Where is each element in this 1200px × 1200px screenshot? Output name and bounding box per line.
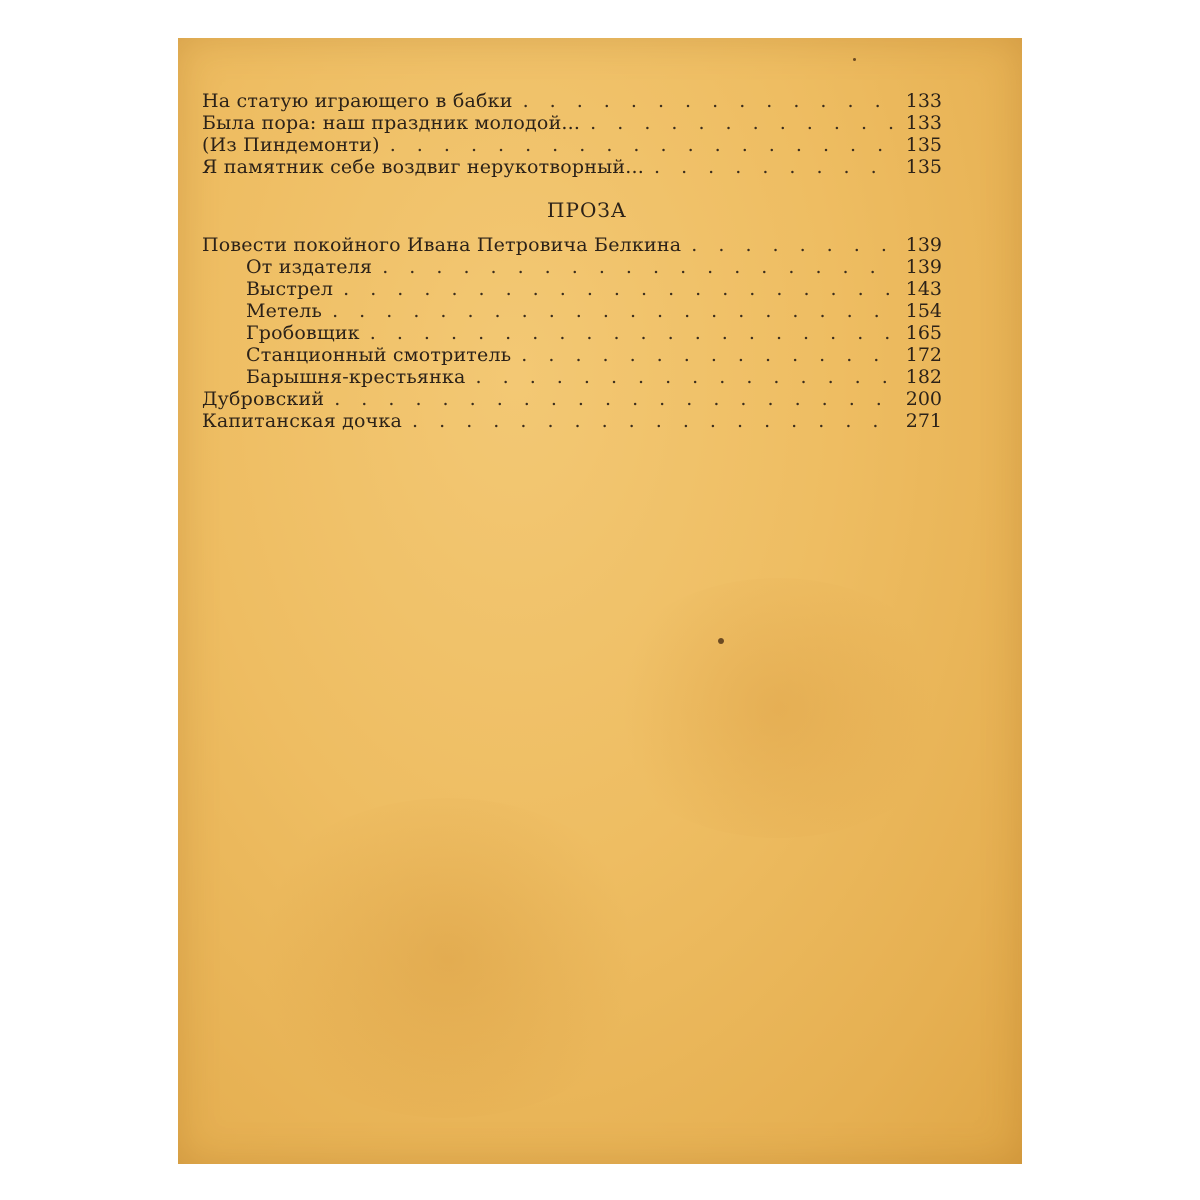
paper-stain bbox=[853, 58, 856, 61]
toc-entry[interactable] bbox=[202, 366, 942, 388]
dot-leader bbox=[390, 134, 896, 156]
entry-title: (Из Пиндемонти) bbox=[202, 134, 380, 156]
dot-leader bbox=[654, 156, 896, 178]
entry-page-number: 165 bbox=[905, 322, 942, 344]
entry-title: Станционный смотритель bbox=[246, 344, 512, 366]
entry-page-number: 154 bbox=[905, 300, 942, 322]
dot-leader bbox=[370, 322, 896, 344]
entry-title: Повести покойного Ивана Петровича Белкина bbox=[202, 234, 682, 256]
dot-leader bbox=[523, 90, 896, 112]
entry-page-number: 139 bbox=[905, 256, 942, 278]
toc-entry[interactable] bbox=[202, 156, 942, 178]
entry-title: От издателя bbox=[246, 256, 373, 278]
paper-stain bbox=[238, 798, 658, 1118]
dot-leader bbox=[691, 234, 896, 256]
paper-stain bbox=[718, 638, 724, 644]
entry-page-number: 133 bbox=[905, 112, 942, 134]
entry-page-number: 135 bbox=[905, 134, 942, 156]
entry-page-number: 172 bbox=[905, 344, 942, 366]
book-page bbox=[178, 38, 1022, 1164]
toc-entry[interactable] bbox=[202, 90, 942, 112]
toc-entry[interactable] bbox=[202, 256, 942, 278]
toc-entry[interactable] bbox=[202, 278, 942, 300]
toc-entry[interactable] bbox=[202, 410, 942, 432]
entry-title: Метель bbox=[246, 300, 323, 322]
entry-page-number: 135 bbox=[905, 156, 942, 178]
toc-entry[interactable] bbox=[202, 344, 942, 366]
entry-page-number: 143 bbox=[905, 278, 942, 300]
toc-entry[interactable] bbox=[202, 234, 942, 256]
toc-entry[interactable] bbox=[202, 134, 942, 156]
entry-title: Выстрел bbox=[246, 278, 334, 300]
entry-title: Барышня-крестьянка bbox=[246, 366, 466, 388]
dot-leader bbox=[476, 366, 896, 388]
dot-leader bbox=[334, 388, 896, 410]
section-heading-prose: ПРОЗА bbox=[547, 198, 627, 222]
entry-title: Капитанская дочка bbox=[202, 410, 403, 432]
entry-page-number: 182 bbox=[905, 366, 942, 388]
dot-leader bbox=[521, 344, 896, 366]
dot-leader bbox=[332, 300, 896, 322]
entry-title: На статую играющего в бабки bbox=[202, 90, 513, 112]
dot-leader bbox=[382, 256, 896, 278]
dot-leader bbox=[590, 112, 896, 134]
table-of-contents bbox=[202, 90, 942, 432]
toc-entry[interactable] bbox=[202, 322, 942, 344]
toc-entry[interactable] bbox=[202, 300, 942, 322]
toc-entry[interactable] bbox=[202, 388, 942, 410]
entry-title: Была пора: наш праздник молодой... bbox=[202, 112, 581, 134]
entry-title: Гробовщик bbox=[246, 322, 360, 344]
paper-stain bbox=[598, 578, 958, 838]
entry-page-number: 139 bbox=[905, 234, 942, 256]
toc-entry[interactable] bbox=[202, 112, 942, 134]
entry-title: Дубровский bbox=[202, 388, 325, 410]
entry-title: Я памятник себе воздвиг нерукотворный... bbox=[202, 156, 644, 178]
dot-leader bbox=[412, 410, 896, 432]
entry-page-number: 200 bbox=[905, 388, 942, 410]
entry-page-number: 133 bbox=[905, 90, 942, 112]
dot-leader bbox=[343, 278, 896, 300]
entry-page-number: 271 bbox=[905, 410, 942, 432]
